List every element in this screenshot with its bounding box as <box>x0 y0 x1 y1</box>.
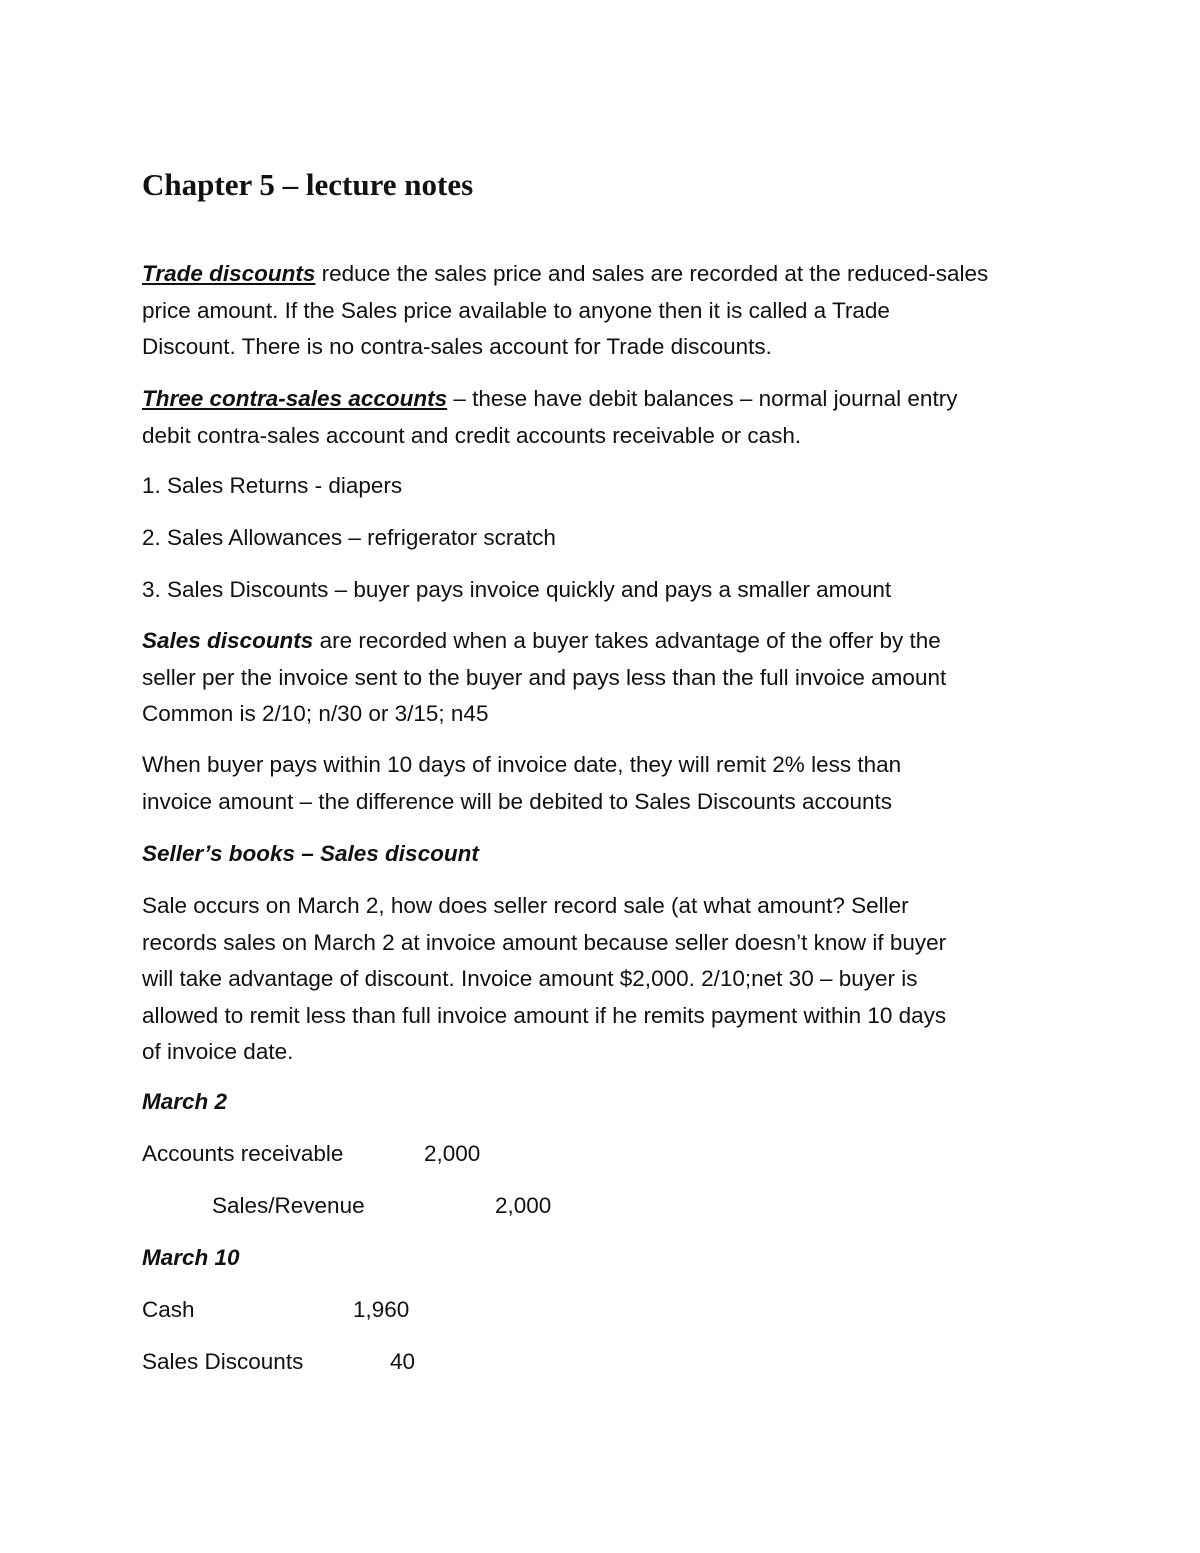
sales-discounts-text-1: are recorded when a buyer takes advantage of the offer by the <box>313 628 941 653</box>
march-10-heading: March 10 <box>142 1245 240 1270</box>
sales-discounts-paragraph <box>142 623 1077 733</box>
march-10-cash-account: Cash <box>142 1297 195 1322</box>
sale-occurs-line-2: records sales on March 2 at invoice amount because seller doesn’t know if buyer <box>142 929 947 955</box>
list-item-sales-discounts: 3. Sales Discounts – buyer pays invoice quickly and pays a smaller amount <box>142 577 892 602</box>
trade-discounts-line-2: price amount. If the Sales price available to anyone then it is called a Trade <box>142 297 890 323</box>
sale-occurs-line-1: Sale occurs on March 2, how does seller record sale (at what amount? Seller <box>142 893 909 918</box>
contra-sales-line-1 <box>142 381 1077 418</box>
contra-sales-text-1: – these have debit balances – normal journal entry <box>447 386 958 411</box>
sales-discounts-line-1 <box>142 623 1077 660</box>
trade-discounts-paragraph <box>142 256 1077 366</box>
when-buyer-pays-line-1: When buyer pays within 10 days of invoice date, they will remit 2% less than <box>142 752 902 777</box>
trade-discounts-term: Trade discounts <box>142 261 316 286</box>
march-10-cash-amount: 1,960 <box>353 1297 410 1322</box>
sale-occurs-line-3: will take advantage of discount. Invoice amount $2,000. 2/10;net 30 – buyer is <box>142 966 918 991</box>
march-2-credit-account: Sales/Revenue <box>212 1193 365 1218</box>
when-buyer-pays-line-2: invoice amount – the difference will be debited to Sales Discounts accounts <box>142 788 893 814</box>
march-10-discount-account: Sales Discounts <box>142 1349 304 1374</box>
march-2-credit-amount: 2,000 <box>495 1193 552 1218</box>
march-10-discount-amount: 40 <box>390 1349 416 1374</box>
contra-sales-term: Three contra-sales accounts <box>142 386 448 411</box>
when-buyer-pays-paragraph <box>142 747 1077 820</box>
list-item-sales-returns: 1. Sales Returns - diapers <box>142 473 403 498</box>
contra-sales-paragraph <box>142 381 1077 454</box>
contra-sales-line-2: debit contra-sales account and credit accounts receivable or cash. <box>142 422 802 448</box>
march-2-debit-account: Accounts receivable <box>142 1141 344 1166</box>
trade-discounts-line-3: Discount. There is no contra-sales account for Trade discounts. <box>142 334 772 359</box>
march-2-heading: March 2 <box>142 1089 228 1114</box>
sales-discounts-line-2: seller per the invoice sent to the buyer and pays less than the full invoice amount <box>142 664 947 690</box>
sellers-books-heading: Seller’s books – Sales discount <box>142 841 479 866</box>
sale-occurs-line-4: allowed to remit less than full invoice amount if he remits payment within 10 days <box>142 1002 947 1028</box>
page-title: Chapter 5 – lecture notes <box>142 167 474 202</box>
sale-occurs-line-5: of invoice date. <box>142 1039 294 1064</box>
trade-discounts-text-1: reduce the sales price and sales are recorded at the reduced-sales <box>315 261 989 286</box>
sales-discounts-term: Sales discounts <box>142 628 314 653</box>
trade-discounts-line-1 <box>142 256 1077 293</box>
sale-occurs-paragraph <box>142 888 1077 1071</box>
list-item-sales-allowances: 2. Sales Allowances – refrigerator scratch <box>142 525 556 550</box>
march-2-debit-amount: 2,000 <box>424 1141 481 1166</box>
sales-discounts-line-3: Common is 2/10; n/30 or 3/15; n45 <box>142 701 489 726</box>
